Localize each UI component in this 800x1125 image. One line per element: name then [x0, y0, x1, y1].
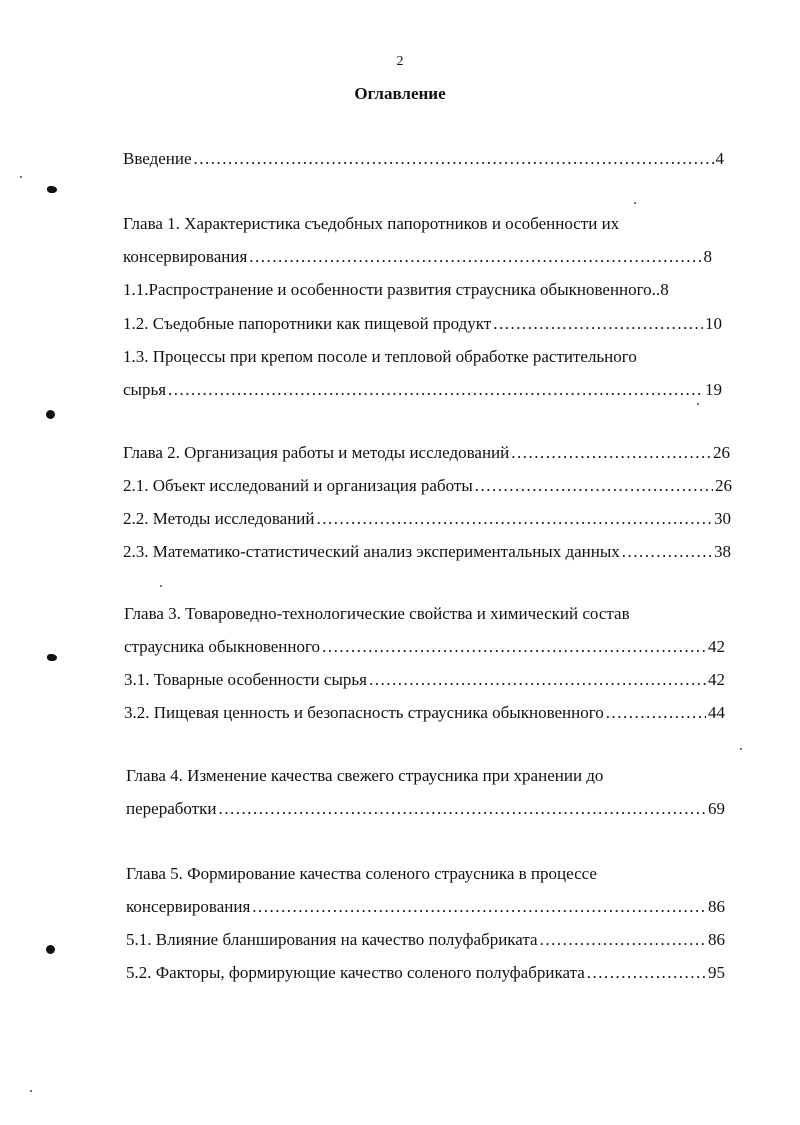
toc-entry-page: 4 [715, 149, 724, 168]
toc-entry-page: 26 [713, 443, 730, 462]
toc-chapter-4-line1[interactable] [126, 765, 603, 787]
toc-entry-text: 5.2. Факторы, формирующие качество соленого полуфабриката [126, 963, 585, 982]
scan-speck [697, 403, 699, 405]
toc-section-2-2[interactable] [123, 508, 731, 530]
scan-speck [634, 202, 636, 204]
leader-dots [194, 148, 714, 170]
toc-entry-text: 3.2. Пищевая ценность и безопасность страусника обыкновенного [124, 703, 604, 722]
leader-dots [317, 508, 712, 530]
toc-entry-text: Глава 4. Изменение качества свежего страусника при хранении до [126, 766, 604, 785]
toc-entry-text: консервирования [123, 247, 248, 266]
toc-entry-page: 8 [660, 280, 669, 299]
toc-entry-text: консервирования [126, 897, 251, 916]
toc-entry-page: 44 [708, 703, 725, 722]
toc-chapter-2[interactable] [123, 442, 730, 464]
toc-entry-text: Введение [123, 149, 192, 168]
toc-entry-page: 8 [703, 247, 712, 266]
toc-entry-page: 10 [705, 314, 722, 333]
toc-section-5-2[interactable] [126, 962, 725, 984]
toc-entry-text: 5.1. Влияние бланширования на качество полуфабриката [126, 930, 538, 949]
scan-mark [47, 654, 57, 661]
toc-entry-text: Глава 1. Характеристика съедобных папоротников и особенности их [123, 214, 620, 233]
toc-entry-text: 1.2. Съедобные папоротники как пищевой продукт [123, 314, 492, 333]
toc-entry-page: 42 [708, 637, 725, 656]
leader-dots [606, 702, 706, 724]
leader-dots [587, 962, 706, 984]
scan-speck [20, 176, 22, 178]
leader-dots [218, 798, 706, 820]
scan-mark [46, 945, 55, 954]
leader-dots [493, 313, 703, 335]
toc-chapter-4-line2[interactable] [126, 798, 725, 820]
scan-mark [46, 410, 55, 419]
toc-section-5-1[interactable] [126, 929, 725, 951]
scan-speck [160, 585, 162, 587]
toc-entry-text: Глава 5. Формирование качества соленого страусника в процессе [126, 864, 597, 883]
scan-speck [30, 1090, 32, 1092]
toc-entry-page: 30 [714, 509, 731, 528]
toc-entry-page: 42 [708, 670, 725, 689]
toc-entry-text: 2.2. Методы исследований [123, 509, 315, 528]
toc-section-1-2[interactable] [123, 313, 722, 335]
leader-dots [540, 929, 706, 951]
toc-entry-page: 38 [714, 542, 731, 561]
toc-entry-page: 86 [708, 897, 725, 916]
page-title: Оглавление [354, 84, 446, 103]
toc-entry-text: Глава 3. Товароведно-технологические свойства и химический состав [124, 604, 630, 623]
leader-dots [622, 541, 712, 563]
toc-section-2-3[interactable] [123, 541, 731, 563]
toc-chapter-5-line1[interactable] [126, 863, 597, 885]
leader-dots [322, 636, 706, 658]
toc-entry-page: 26 [715, 476, 732, 495]
toc-section-1-3-line1[interactable] [123, 346, 637, 368]
leader-dots [511, 442, 711, 464]
toc-entry-text: сырья [123, 380, 167, 399]
toc-section-3-1[interactable] [124, 669, 725, 691]
toc-entry-text: 2.1. Объект исследований и организация работы [123, 476, 473, 495]
toc-entry-intro[interactable] [123, 148, 724, 170]
scan-speck [740, 748, 742, 750]
leader-dots [369, 669, 706, 691]
leader-dots [475, 475, 713, 497]
leader-dots [168, 379, 703, 401]
toc-chapter-1-line1[interactable] [123, 213, 619, 235]
toc-chapter-3-line1[interactable] [124, 603, 630, 625]
toc-entry-text: 2.3. Математико-статистический анализ экспериментальных данных [123, 542, 620, 561]
toc-entry-page: 19 [705, 380, 722, 399]
page-number: 2 [396, 54, 404, 69]
toc-chapter-1-line2[interactable] [123, 246, 712, 268]
toc-entry-text: 3.1. Товарные особенности сырья [124, 670, 367, 689]
toc-section-3-2[interactable] [124, 702, 725, 724]
toc-entry-text: Глава 2. Организация работы и методы исследований [123, 443, 510, 462]
toc-entry-page: 69 [708, 799, 725, 818]
toc-entry-text: страусника обыкновенного [124, 637, 321, 656]
toc-entry-text: 1.1.Распространение и особенности развития страусника обыкновенного.. [123, 280, 661, 299]
toc-chapter-5-line2[interactable] [126, 896, 725, 918]
toc-section-1-3-line2[interactable] [123, 379, 722, 401]
toc-section-1-1[interactable] [123, 279, 712, 301]
leader-dots [252, 896, 706, 918]
toc-entry-page: 95 [708, 963, 725, 982]
toc-chapter-3-line2[interactable] [124, 636, 725, 658]
scan-mark [47, 186, 57, 193]
toc-entry-text: переработки [126, 799, 217, 818]
toc-entry-text: 1.3. Процессы при крепом посоле и тепловой обработке растительного [123, 347, 637, 366]
leader-dots [249, 246, 701, 268]
toc-section-2-1[interactable] [123, 475, 732, 497]
toc-entry-page: 86 [708, 930, 725, 949]
